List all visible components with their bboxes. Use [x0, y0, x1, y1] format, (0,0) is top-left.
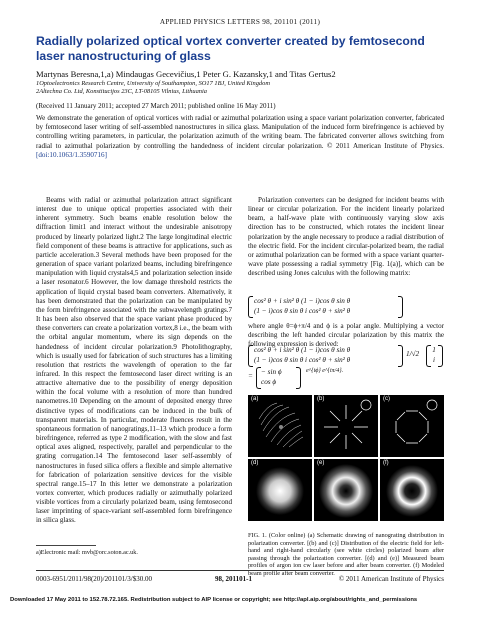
vector-top: 1 — [432, 346, 436, 354]
download-notice: Downloaded 17 May 2011 to 152.78.72.165. Redistribution subject to AIP license or copyright; see http://apl.aip.org/about/rights_and_permissions — [10, 597, 418, 603]
vector-factor: 1/√2 — [406, 350, 420, 358]
affiliations — [36, 80, 270, 96]
running-head: APPLIED PHYSICS LETTERS 98, 201101 (2011) — [159, 18, 321, 26]
panel-a-label: (a) — [251, 396, 259, 402]
footer-copyright: © 2011 American Institute of Physics — [338, 575, 444, 583]
footer-issn: 0003-6951/2011/98(20)/201101/3/$30.00 — [36, 575, 152, 583]
body-column-right-derivation: where angle θ=ϕ+π/4 and ϕ is a polar angle. Multiplying a vector describing the left handed circular polarization by this matrix the following expression is derived: — [248, 322, 444, 349]
article-title: Radially polarized optical vortex converter created by femtosecond laser nanostructuring of glass — [36, 34, 425, 63]
matrix-row-1: cos² θ + i sin² θ (1 − i)cos θ sin θ — [254, 297, 351, 305]
vector-bottom: i — [433, 356, 435, 364]
panel-b — [314, 395, 378, 457]
panel-f — [380, 459, 444, 521]
modeled-beam — [380, 459, 444, 521]
panel-d-label: (d) — [251, 460, 259, 466]
footnote-email: a)Electronic mail: mvb@orc.soton.ac.uk. — [36, 549, 138, 556]
panel-b-label: (b) — [317, 396, 325, 402]
result-top: − sin ϕ — [261, 368, 282, 376]
product-matrix-row-2: (1 − i)cos θ sin θ i cos² θ + sin² θ — [254, 356, 351, 364]
footnote-divider — [36, 545, 96, 546]
nanograting-schematic — [248, 395, 312, 457]
doi-link[interactable]: [doi:10.1063/1.3590716] — [36, 150, 107, 159]
figure-caption: FIG. 1. (Color online) (a) Schematic drawing of nanograting distribution in polarization converter. [(b) and (c)] Distribution of the electric field for left-hand and right-hand circularly (see white circles) polarized beam after passing through the polarization converter. [(d) and (e)] Measured beam profiles of argon ion cw laser before and after beam converter. (f) Modeled beam profile after beam converter. — [248, 532, 444, 577]
result-bottom: cos ϕ — [261, 378, 277, 386]
panel-e-label: (e) — [317, 460, 325, 466]
panel-c-label: (c) — [383, 396, 390, 402]
footer-page-id: 98, 201101-1 — [215, 575, 252, 583]
measured-beam-before — [248, 459, 312, 521]
panel-f-label: (f) — [383, 460, 389, 466]
result-phase: e^{iϕ} e^{iπ/4}. — [306, 368, 344, 374]
affiliation-2: 2Altechna Co. Ltd, Konstitucijos 23C, LT-08105 Vilnius, Lithuania — [36, 88, 207, 96]
body-column-right-intro: Polarization converters can be designed for incident beams with linear or circular polarization. For the incident linearly polarized beam, a half-wave plate with continuously varying slow axis direction has to be constructed, which rotates the incident linear polarization by the angle necessary to produce a radial distribution of the electric field. For the incident circular-polarized beam, the radial or azimuthal polarization can be formed with a space variant quarter-wave plate possessing a radial symmetry [Fig. 1(a)], which can be described using Jones calculus with the following matrix: — [248, 196, 444, 278]
abstract-text: We demonstrate the generation of optical vortices with radial or azimuthal polarization using a space variant polarization converter, fabricated by femtosecond laser writing of self-assembled nanostructures in silica glass. Manipulation of the induced form birefringence is achieved by controlling writing parameters, in particular, the polarization azimuth of the writing beam. The fabricated converter allows switching from radial to azimuthal polarization by controlling the handedness of incident circular polarization. © 2011 American Institute of Physics. — [36, 114, 444, 150]
footer-divider — [36, 570, 444, 571]
received-dates: (Received 11 January 2011; accepted 27 March 2011; published online 16 May 2011) — [36, 102, 276, 110]
author-list: Martynas Beresna,1,a) Mindaugas Gecevičius,1 Peter G. Kazansky,1 and Titas Gertus2 — [36, 69, 336, 79]
azimuthal-field-plot — [380, 395, 444, 457]
panel-a — [248, 395, 312, 457]
product-matrix-row-1: cos² θ + i sin² θ (1 − i)cos θ sin θ — [254, 346, 351, 354]
panel-d — [248, 459, 312, 521]
radial-field-plot — [314, 395, 378, 457]
matrix-row-2: (1 − i)cos θ sin θ i cos² θ + sin² θ — [254, 307, 351, 315]
panel-e — [314, 459, 378, 521]
body-column-left: Beams with radial or azimuthal polarization attract significant interest due to unique optical properties associated with their inherent symmetry. Such beams enable resolution below the diffraction limit1 and interact without the undesirable anisotropy produced by linearly polarized light.2 The large longitudinal electric field component of these beams is attractive for applications, such as particle acceleration.3 Several methods have been proposed for the generation of space variant polarized beams, including birefringence manipulation with liquid crystals4,5 and polarization selection inside a laser resonator.6 However, the low damage threshold restricts the application of liquid crystal based beam converters. Alternatively, it has been demonstrated that the polarization can be manipulated by the form birefringence associated with the subwavelength gratings.7 It has been also observed that the space variant phase produced by these converters can create a polarization vortex,8 i.e., the beam with the orbital angular momentum, where its sign depends on the handedness of incident circular polarization.9 Photolithography, which is usually used for fabrication of such structures has a limiting resolution that restricts the wavelength of operation to the far infrared. In this respect the femtosecond laser direct writing is an attractive alternative due to the possibility of energy deposition within the focal volume with a resolution of more than hundred nanometres.10 Depending on the amount of deposited energy three distinctive types of modifications can be induced in the bulk of transparent materials. In particular, moderate fluences result in the spontaneous formation of nanogratings,11–13 which produce a form birefringence, referred as type 2 modification, with the slow and fast optical axes aligned, respectively, parallel and perpendicular to the grating corrugation.14 The femtosecond laser self-assembly of nanostructures in fused silica offers a flexible and simple alternative for fabrication of polarization sensitive devices for the visible spectral range.15–17 In this letter we demonstrate a polarization vortex converter, which produces radially or azimuthally polarized visible vortices from a circularly polarized beam, using femtosecond laser imprinting of space-variant self-assembled form birefringence in silica glass. — [36, 196, 232, 525]
abstract — [36, 114, 444, 160]
affiliation-1: 1Optoelectronics Research Centre, University of Southampton, SO17 1BJ, United Kingdom — [36, 80, 270, 87]
measured-beam-after — [314, 459, 378, 521]
panel-c — [380, 395, 444, 457]
